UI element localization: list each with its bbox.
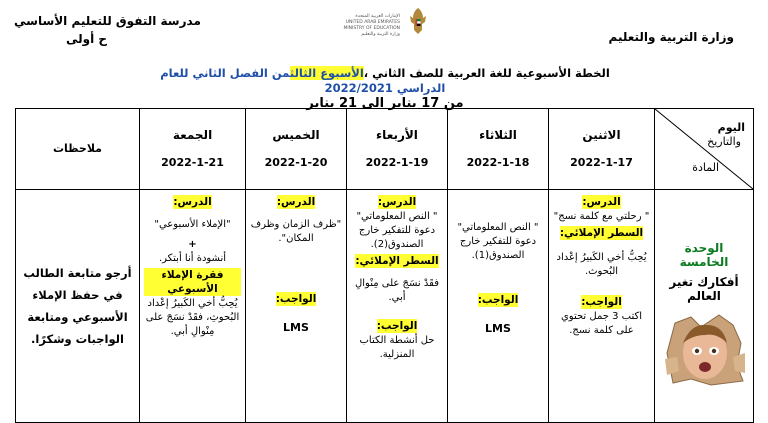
mon-cell: الدرس: " رحلتي مع كلمة نسج" السطر الإملائي: يُحِبُّ أخي الكَبيرُ إعْداد البُحوث. الواجب: اكتب 3 جمل تحتوي على كلمة نسج. xyxy=(549,190,655,423)
falcon-emblem-icon xyxy=(406,6,430,36)
table-header-row xyxy=(16,109,754,190)
school-name: مدرسة التفوق للتعليم الأساسي xyxy=(14,14,201,28)
corner-cell xyxy=(655,109,754,190)
corner-day: اليوم xyxy=(717,121,745,134)
day-header-mon: الاثنين 2022-1-17 xyxy=(549,109,655,190)
grade-label: ح أولى xyxy=(66,32,108,46)
date-range: من 17 يناير الى 21 يناير xyxy=(306,96,464,111)
notes-cell: أرجو متابعة الطالب في حفظ الإملاء الأسبوعي ومتابعة الواجبات وشكرًا. xyxy=(16,190,140,423)
corner-date: والتاريخ xyxy=(707,135,741,148)
day-header-fri: الجمعة 2022-1-21 xyxy=(140,109,246,190)
thu-cell: الدرس: "ظرف الزمان وظرف المكان". الواجب: LMS xyxy=(246,190,347,423)
subject-cell xyxy=(655,190,754,423)
tue-cell: " النص المعلوماتي" دعوة للتفكير خارج الصندوق(1). الواجب: LMS xyxy=(448,190,549,423)
week-highlight: الأسبوع الثالث xyxy=(289,66,364,80)
unit-label: الوحدة الخامسة xyxy=(679,241,729,269)
theme-label: أفكارك تغير العالم xyxy=(669,275,739,303)
day-header-wed: الأربعاء 2022-1-19 xyxy=(347,109,448,190)
ministry-name: وزارة التربية والتعليم xyxy=(608,30,734,44)
wed-cell: الدرس: " النص المعلوماتي" دعوة للتفكير خارج الصندوق(2). السطر الإملائي: فقَدْ نسَجَ على مِنْوالِ أبي. الواجب: حل أنشطة الكتاب المنزلية. xyxy=(347,190,448,423)
corner-subject: المادة xyxy=(692,161,719,174)
weekly-plan-table xyxy=(15,108,754,423)
table-row xyxy=(16,190,754,423)
fri-cell: الدرس: "الإملاء الأسبوعي" + أنشودة أنا أبتكر. فقرة الإملاء الأسبوعي يُحِبُّ أخي الكَبيرُ إعْداد البُحوثِ، فقَدْ نسَجَ على مِنْوالِ أبي. xyxy=(140,190,246,423)
notes-header: ملاحظات xyxy=(16,109,140,190)
child-peeking-image xyxy=(661,313,747,387)
plan-title: الخطة الأسبوعية للغة العربية للصف الثاني ،الأسبوع الثالثمن الفصل الثاني للعام الدراسي 2022/2021 من 17 يناير الى 21 يناير xyxy=(150,66,620,111)
emblem-text: الإمارات العربية المتحدة UNITED ARAB EMIRATES MINISTRY OF EDUCATION وزارة التربية والتعليم xyxy=(343,14,400,37)
day-header-tue: الثلاثاء 2022-1-18 xyxy=(448,109,549,190)
ministry-emblem xyxy=(322,6,430,46)
day-header-thu: الخميس 2022-1-20 xyxy=(246,109,347,190)
